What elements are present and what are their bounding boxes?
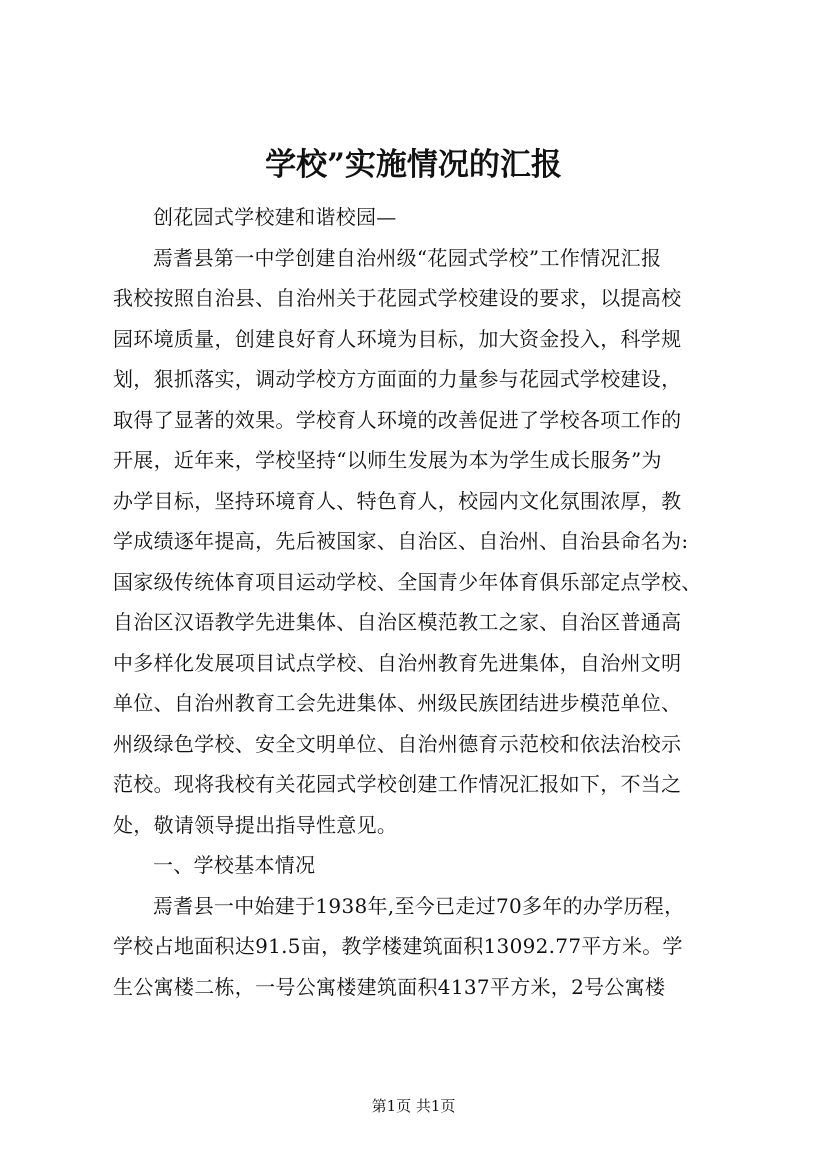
text-line: 园环境质量，创建良好育人环境为目标，加大资金投入，科学规 [113, 326, 682, 351]
document-title: 学校”实施情况的汇报 [265, 147, 562, 183]
text-line: 开展，近年来，学校坚持“以师生发展为本为学生成长服务”为 [113, 448, 662, 472]
text-line: 焉耆县一中始建于1938年,至今已走过70多年的办学历程， [153, 893, 685, 918]
text-line: 一、学校基本情况 [153, 853, 316, 877]
text-line: 国家级传统体育项目运动学校、全国青少年体育俱乐部定点学校、 [113, 569, 702, 594]
text-line: 我校按照自治县、自治州关于花园式学校建设的要求，以提高校 [113, 286, 682, 310]
text-line: 处，敬请领导提出指导性意见。 [113, 812, 398, 837]
text-line: 自治区汉语教学先进集体、自治区模范教工之家、自治区普通高 [113, 610, 682, 634]
text-line: 学校占地面积达91.5亩，教学楼建筑面积13092.77平方米。学 [113, 934, 683, 958]
text-line: 办学目标，坚持环境育人、特色育人，校园内文化氛围浓厚，教 [113, 488, 682, 513]
text-line: 范校。现将我校有关花园式学校创建工作情况汇报如下，不当之 [113, 772, 682, 796]
text-line: 中多样化发展项目试点学校、自治州教育先进集体，自治州文明 [113, 650, 682, 675]
page-footer: 第1页 共1页 [371, 1097, 456, 1115]
text-line: 划，狠抓落实，调动学校方方面面的力量参与花园式学校建设， [113, 367, 682, 391]
text-line: 取得了显著的效果。学校育人环境的改善促进了学校各项工作的 [113, 407, 682, 432]
text-line: 焉耆县第一中学创建自治州级“花园式学校”工作情况汇报 [153, 245, 662, 270]
text-line: 学成绩逐年提高，先后被国家、自治区、自治州、自治县命名为: [113, 529, 689, 553]
text-line: 单位、自治州教育工会先进集体、州级民族团结进步模范单位、 [113, 691, 682, 715]
text-line: 州级绿色学校、安全文明单位、自治州德育示范校和依法治校示 [113, 731, 682, 756]
text-line: 创花园式学校建和谐校园— [153, 205, 397, 229]
text-line: 生公寓楼二栋，一号公寓楼建筑面积4137平方米，2号公寓楼 [113, 974, 666, 999]
document-body [113, 197, 717, 1007]
